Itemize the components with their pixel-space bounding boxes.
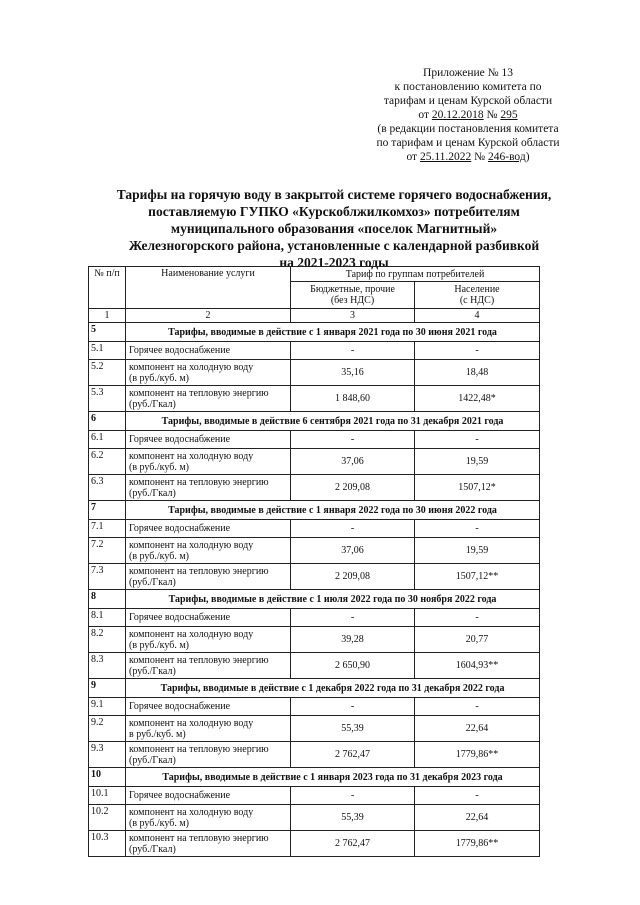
population-tariff: 1604,93** — [415, 653, 540, 679]
header-budget-l2: (без НДС) — [330, 295, 375, 306]
service-name — [126, 627, 291, 653]
appendix-line: к постановлению комитета по — [394, 81, 542, 93]
table-row — [89, 787, 540, 805]
revision-date: 25.11.2022 — [419, 151, 472, 163]
service-name-line1: компонент на тепловую энергию — [129, 476, 269, 488]
service-name — [126, 742, 291, 768]
budget-tariff: 2 762,47 — [291, 831, 415, 857]
section-title: Тарифы, вводимые в действие с 1 января 2023 года по 31 декабря 2023 года — [126, 768, 540, 787]
table-body — [89, 323, 540, 857]
row-number: 9.1 — [89, 698, 126, 716]
population-tariff: - — [415, 431, 540, 449]
row-number: 8.2 — [89, 627, 126, 653]
appendix-line: (в редакции постановления комитета — [377, 123, 559, 135]
section-row — [89, 323, 540, 342]
service-name — [126, 449, 291, 475]
service-name — [126, 342, 291, 360]
service-name-line1: компонент на холодную воду — [129, 717, 254, 729]
section-number: 9 — [89, 679, 126, 698]
header-pop-l2: (с НДС) — [459, 295, 495, 306]
row-number: 10.2 — [89, 805, 126, 831]
service-name-line2: (руб./Гкал) — [129, 398, 176, 410]
appendix-line: по тарифам и ценам Курской области — [376, 137, 560, 149]
service-name-line1: Горячее водоснабжение — [129, 612, 231, 623]
row-number: 9.3 — [89, 742, 126, 768]
header-population — [415, 282, 540, 309]
row-number: 10.1 — [89, 787, 126, 805]
population-tariff: - — [415, 342, 540, 360]
population-tariff: 22,64 — [415, 805, 540, 831]
section-number: 10 — [89, 768, 126, 787]
population-tariff: 18,48 — [415, 360, 540, 386]
decree-number: 295 — [500, 109, 518, 121]
section-number: 8 — [89, 590, 126, 609]
service-name-line1: компонент на тепловую энергию — [129, 654, 269, 666]
section-title: Тарифы, вводимые в действие с 1 января 2022 года по 30 июня 2022 года — [126, 501, 540, 520]
population-tariff: 1779,86** — [415, 742, 540, 768]
table-row — [89, 342, 540, 360]
header-service — [126, 267, 291, 309]
service-name — [126, 431, 291, 449]
row-number: 6.1 — [89, 431, 126, 449]
service-name-line2: (в руб./куб. м) — [129, 639, 189, 651]
budget-tariff: 2 762,47 — [291, 742, 415, 768]
document-title — [92, 186, 576, 271]
title-line: Тарифы на горячую воду в закрытой системе горячего водоснабжения, — [116, 187, 552, 202]
service-name-line1: компонент на тепловую энергию — [129, 743, 269, 755]
budget-tariff: 35,16 — [291, 360, 415, 386]
budget-tariff: 2 209,08 — [291, 475, 415, 501]
section-title: Тарифы, вводимые в действие с 1 января 2021 года по 30 июня 2021 года — [126, 323, 540, 342]
appendix-text: № — [483, 109, 501, 121]
appendix-line — [352, 150, 584, 164]
service-name-line1: компонент на холодную воду — [129, 806, 254, 818]
population-tariff: 1507,12** — [415, 564, 540, 590]
header-tariff-group-text: Тариф по группам потребителей — [345, 268, 485, 280]
title-line: поставляемую ГУПКО «Курскоблжилкомхоз» потребителям — [148, 204, 520, 219]
table-header — [89, 267, 540, 323]
table-row — [89, 431, 540, 449]
section-number: 5 — [89, 323, 126, 342]
service-name-line1: компонент на тепловую энергию — [129, 565, 269, 577]
population-tariff: - — [415, 698, 540, 716]
budget-tariff: - — [291, 609, 415, 627]
table-row — [89, 627, 540, 653]
row-number: 9.2 — [89, 716, 126, 742]
service-name-line2: (руб./Гкал) — [129, 843, 176, 855]
appendix-text: от — [418, 109, 432, 121]
table-row — [89, 386, 540, 412]
service-name-line2: (руб./Гкал) — [129, 754, 176, 766]
table-row — [89, 538, 540, 564]
section-row — [89, 590, 540, 609]
title-line: на 2021-2023 годы — [279, 255, 389, 270]
table-row — [89, 449, 540, 475]
population-tariff: 19,59 — [415, 538, 540, 564]
budget-tariff: 55,39 — [291, 805, 415, 831]
section-row — [89, 501, 540, 520]
service-name-line2: в руб./куб. м) — [129, 728, 186, 740]
appendix-line: Приложение № 13 — [423, 67, 513, 79]
budget-tariff: - — [291, 787, 415, 805]
service-name — [126, 609, 291, 627]
population-tariff: 1507,12* — [415, 475, 540, 501]
budget-tariff: 2 650,90 — [291, 653, 415, 679]
population-tariff: 1779,86** — [415, 831, 540, 857]
table-row — [89, 805, 540, 831]
service-name — [126, 386, 291, 412]
table-row — [89, 698, 540, 716]
service-name-line2: (в руб./куб. м) — [129, 461, 189, 473]
row-number: 5.2 — [89, 360, 126, 386]
budget-tariff: - — [291, 698, 415, 716]
service-name — [126, 698, 291, 716]
index-cell: 3 — [291, 309, 415, 323]
service-name-line2: (руб./Гкал) — [129, 487, 176, 499]
section-row — [89, 679, 540, 698]
service-name — [126, 564, 291, 590]
index-cell: 1 — [89, 309, 126, 323]
decree-date: 20.12.2018 — [431, 109, 484, 121]
service-name — [126, 831, 291, 857]
table-row — [89, 520, 540, 538]
budget-tariff: 55,39 — [291, 716, 415, 742]
header-budget-l1: Бюджетные, прочие — [310, 284, 395, 295]
section-title: Тарифы, вводимые в действие с 1 июля 2022 года по 30 ноября 2022 года — [126, 590, 540, 609]
service-name — [126, 805, 291, 831]
service-name-line1: компонент на тепловую энергию — [129, 832, 269, 844]
budget-tariff: - — [291, 431, 415, 449]
service-name-line2: (руб./Гкал) — [129, 576, 176, 588]
service-name — [126, 538, 291, 564]
title-line: Железногорского района, установленные с календарной разбивкой — [128, 238, 540, 253]
service-name-line1: компонент на холодную воду — [129, 450, 254, 462]
population-tariff: 20,77 — [415, 627, 540, 653]
population-tariff: 1422,48* — [415, 386, 540, 412]
revision-number: 246-вод — [488, 151, 526, 163]
section-number: 6 — [89, 412, 126, 431]
table-row — [89, 609, 540, 627]
row-number: 7.2 — [89, 538, 126, 564]
table-row — [89, 716, 540, 742]
appendix-text: от — [406, 151, 420, 163]
service-name — [126, 475, 291, 501]
tariff-table — [88, 266, 540, 857]
service-name-line1: компонент на холодную воду — [129, 539, 254, 551]
section-row — [89, 768, 540, 787]
row-number: 5.1 — [89, 342, 126, 360]
budget-tariff: 39,28 — [291, 627, 415, 653]
table-row — [89, 742, 540, 768]
service-name-line1: Горячее водоснабжение — [129, 434, 231, 445]
population-tariff: - — [415, 787, 540, 805]
service-name-line2: (в руб./куб. м) — [129, 817, 189, 829]
service-name-line1: Горячее водоснабжение — [129, 345, 231, 356]
table-row — [89, 653, 540, 679]
service-name — [126, 360, 291, 386]
section-row — [89, 412, 540, 431]
table-row — [89, 360, 540, 386]
service-name-line2: (руб./Гкал) — [129, 665, 176, 677]
header-budget — [291, 282, 415, 309]
section-number: 7 — [89, 501, 126, 520]
header-pop-l1: Население — [454, 284, 500, 295]
row-number: 7.1 — [89, 520, 126, 538]
header-tariff-group — [291, 267, 540, 282]
row-number: 7.3 — [89, 564, 126, 590]
appendix-text: ) — [525, 151, 530, 163]
table-row — [89, 831, 540, 857]
appendix-header — [352, 66, 584, 164]
row-number: 6.2 — [89, 449, 126, 475]
header-service-text: Наименование услуги — [161, 268, 255, 279]
population-tariff: 19,59 — [415, 449, 540, 475]
appendix-line — [352, 108, 584, 122]
header-num — [89, 267, 126, 309]
budget-tariff: - — [291, 520, 415, 538]
service-name-line1: компонент на холодную воду — [129, 628, 254, 640]
index-cell: 4 — [415, 309, 540, 323]
service-name — [126, 653, 291, 679]
row-number: 8.3 — [89, 653, 126, 679]
service-name-line1: Горячее водоснабжение — [129, 790, 231, 801]
appendix-line: тарифам и ценам Курской области — [383, 95, 553, 107]
header-num-text: № п/п — [94, 268, 120, 279]
row-number: 6.3 — [89, 475, 126, 501]
service-name-line2: (в руб./куб. м) — [129, 372, 189, 384]
service-name-line1: Горячее водоснабжение — [129, 523, 231, 534]
table-row — [89, 564, 540, 590]
service-name — [126, 716, 291, 742]
budget-tariff: 37,06 — [291, 538, 415, 564]
table-row — [89, 475, 540, 501]
row-number: 5.3 — [89, 386, 126, 412]
service-name — [126, 787, 291, 805]
row-number: 8.1 — [89, 609, 126, 627]
service-name-line1: компонент на холодную воду — [129, 361, 254, 373]
budget-tariff: 2 209,08 — [291, 564, 415, 590]
section-title: Тарифы, вводимые в действие 6 сентября 2021 года по 31 декабря 2021 года — [126, 412, 540, 431]
title-line: муниципального образования «поселок Магнитный» — [170, 221, 498, 236]
budget-tariff: 1 848,60 — [291, 386, 415, 412]
budget-tariff: 37,06 — [291, 449, 415, 475]
index-cell: 2 — [126, 309, 291, 323]
row-number: 10.3 — [89, 831, 126, 857]
service-name-line1: компонент на тепловую энергию — [129, 387, 269, 399]
budget-tariff: - — [291, 342, 415, 360]
population-tariff: - — [415, 609, 540, 627]
population-tariff: 22,64 — [415, 716, 540, 742]
service-name-line2: (в руб./куб. м) — [129, 550, 189, 562]
service-name — [126, 520, 291, 538]
section-title: Тарифы, вводимые в действие с 1 декабря 2022 года по 31 декабря 2022 года — [126, 679, 540, 698]
appendix-text: № — [471, 151, 488, 163]
service-name-line1: Горячее водоснабжение — [129, 701, 231, 712]
population-tariff: - — [415, 520, 540, 538]
